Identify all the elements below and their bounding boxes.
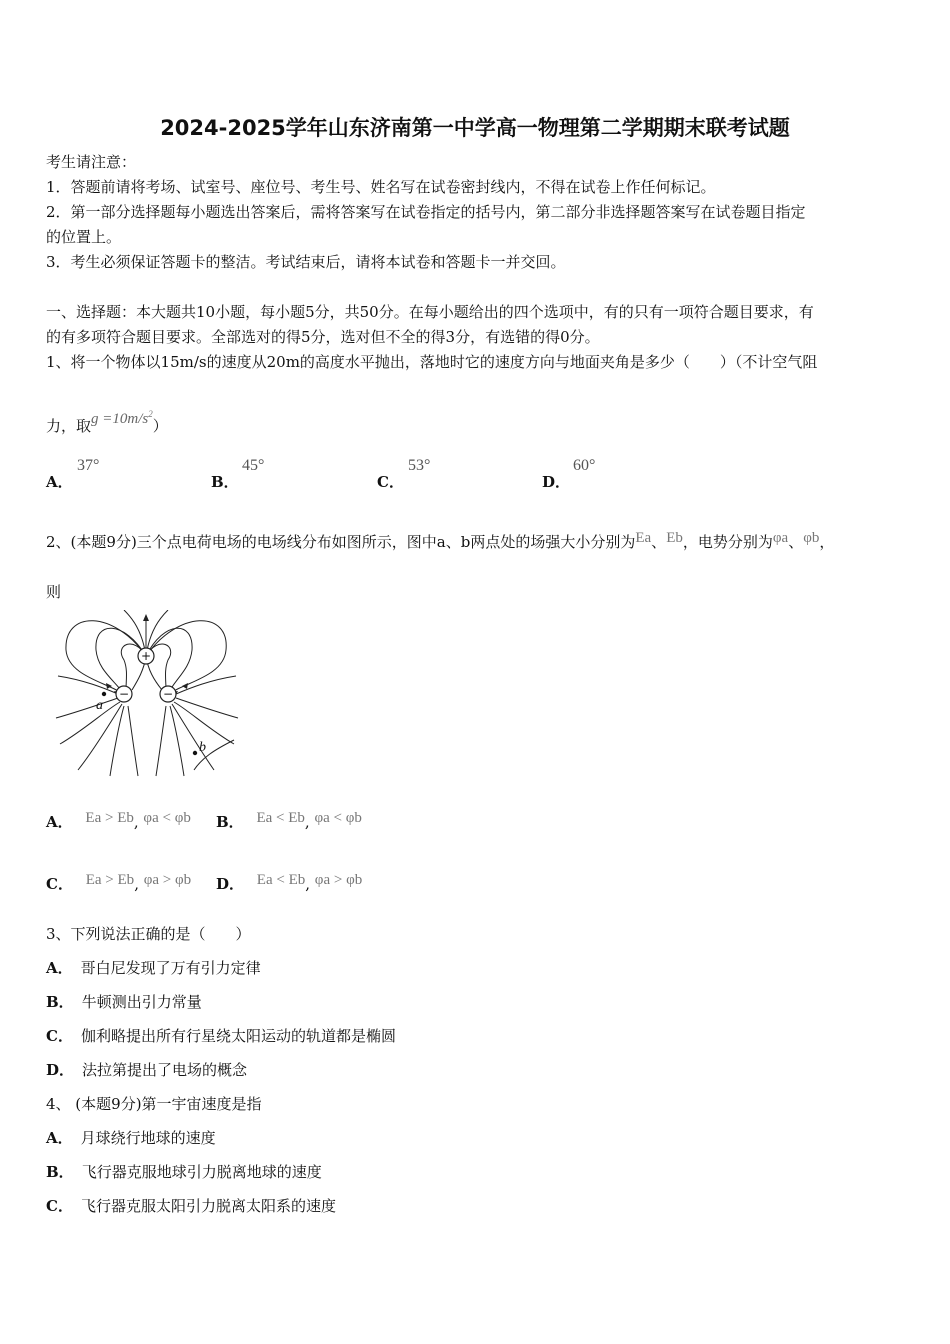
q2-option-c-e: Ea > Eb bbox=[85, 872, 135, 888]
q3-option-a-text: 哥白尼发现了万有引力定律 bbox=[80, 959, 261, 977]
q2-option-b-p: φa < φb bbox=[314, 810, 362, 826]
field-line bbox=[56, 698, 118, 718]
field-line bbox=[156, 706, 166, 776]
q4-option-a[interactable] bbox=[46, 1128, 216, 1148]
q4-option-b-label: B． bbox=[46, 1163, 74, 1181]
electric-field-diagram bbox=[54, 610, 240, 780]
q1-option-a-label: A． bbox=[46, 473, 73, 491]
q3-option-b-label: B． bbox=[46, 993, 74, 1011]
q1-option-c-value: 53° bbox=[408, 457, 431, 474]
q1-option-a-value: 37° bbox=[77, 457, 100, 474]
notice-header: 考生请注意： bbox=[46, 153, 137, 171]
point-a-dot bbox=[102, 692, 106, 696]
q1-stem-pre: 力，取 bbox=[46, 417, 92, 435]
q2-option-b-e: Ea < Eb bbox=[256, 810, 305, 826]
q3-stem: 3、下列说法正确的是（ ） bbox=[46, 925, 251, 943]
q2-option-d-e: Ea < Eb bbox=[256, 872, 306, 888]
plus-sign: + bbox=[140, 649, 152, 663]
page-title: 2024-2025学年山东济南第一中学高一物理第二学期期末联考试题 bbox=[160, 116, 790, 140]
field-line bbox=[128, 706, 138, 776]
q3-option-c[interactable] bbox=[46, 1026, 396, 1046]
q3-option-c-text: 伽利略提出所有行星绕太阳运动的轨道都是椭圆 bbox=[80, 1027, 396, 1045]
field-line bbox=[170, 706, 184, 776]
q1-stem: 1、将一个物体以15m/s的速度从20m的高度水平抛出，落地时它的速度方向与地面夹角是多少（ ）（不计空气阻 bbox=[46, 353, 818, 371]
field-line bbox=[60, 702, 120, 744]
q2-pb: φb bbox=[803, 530, 820, 546]
q2-option-d[interactable]: D． Ea < Eb, φa > φb bbox=[216, 872, 363, 893]
notice-item-3: 3．考生必须保证答题卡的整洁。考试结束后，请将本试卷和答题卡一并交回。 bbox=[46, 253, 566, 271]
q1-option-d[interactable] bbox=[542, 472, 578, 492]
q3-option-a[interactable] bbox=[46, 958, 261, 978]
q4-option-b[interactable] bbox=[46, 1162, 322, 1182]
q2-stem-pre: 2、(本题9分)三个点电荷电场的电场线分布如图所示，图中a、b两点处的场强大小分别为 bbox=[46, 533, 636, 551]
point-a-label: a bbox=[96, 698, 103, 713]
minus-sign-right: − bbox=[162, 687, 174, 701]
field-line bbox=[78, 704, 122, 770]
q4-option-c-text: 飞行器克服太阳引力脱离太阳系的速度 bbox=[80, 1197, 336, 1215]
q2-option-a-p: φa < φb bbox=[143, 810, 191, 826]
point-b-label: b bbox=[199, 740, 206, 755]
q2-option-a[interactable]: A． Ea > Eb, φa < φb bbox=[46, 810, 191, 831]
notice-item-1: 1．答题前请将考场、试室号、座位号、考生号、姓名写在试卷密封线内，不得在试卷上作任何标记。 bbox=[46, 178, 716, 196]
q2-stem-post: ， bbox=[819, 533, 835, 551]
q3-option-d-label: D． bbox=[46, 1061, 75, 1079]
q2-sep1: 、 bbox=[651, 533, 667, 551]
q1-option-b-value: 45° bbox=[242, 457, 265, 474]
q1-option-d-label: D． bbox=[542, 473, 571, 491]
q2-eb: Eb bbox=[666, 530, 683, 546]
section-instruction-2: 的有多项符合题目要求。全部选对的得5分，选对但不全的得3分，有选错的得0分。 bbox=[46, 328, 600, 346]
q1-formula bbox=[91, 411, 153, 427]
q3-option-a-label: A． bbox=[46, 959, 73, 977]
field-line bbox=[174, 702, 234, 744]
q3-option-c-label: C． bbox=[46, 1027, 73, 1045]
field-line bbox=[110, 706, 124, 776]
field-line bbox=[172, 704, 214, 770]
q2-option-d-p: φa > φb bbox=[314, 872, 363, 888]
q1-option-a[interactable] bbox=[46, 472, 81, 492]
q2-option-c-p: φa > φb bbox=[143, 872, 192, 888]
q2-option-c-label: C． bbox=[46, 875, 73, 893]
q2-stem bbox=[46, 532, 834, 553]
q2-stem-cont: 则 bbox=[46, 583, 62, 601]
q1-option-b-label: B． bbox=[211, 473, 239, 491]
q1-stem-cont bbox=[46, 409, 168, 437]
q4-option-c[interactable] bbox=[46, 1196, 336, 1216]
minus-sign-left: − bbox=[118, 687, 130, 701]
q2-ea: Ea bbox=[635, 530, 652, 546]
notice-item-2: 2．第一部分选择题每小题选出答案后，需将答案写在试卷指定的括号内，第二部分非选择题答案写在试卷题目指定 bbox=[46, 203, 806, 221]
q4-option-b-text: 飞行器克服地球引力脱离地球的速度 bbox=[81, 1163, 322, 1181]
q3-option-b[interactable] bbox=[46, 992, 202, 1012]
field-line bbox=[176, 698, 238, 718]
q3-option-d[interactable] bbox=[46, 1060, 247, 1080]
q1-option-b[interactable] bbox=[211, 472, 247, 492]
q1-formula-text: g =10m/s bbox=[91, 411, 149, 427]
q3-option-d-text: 法拉第提出了电场的概念 bbox=[82, 1061, 248, 1079]
q2-pa: φa bbox=[772, 530, 789, 546]
q4-option-c-label: C． bbox=[46, 1197, 73, 1215]
section-instruction-1: 一、选择题：本大题共10小题，每小题5分，共50分。在每小题给出的四个选项中，有的只有一项符合题目要求，有 bbox=[46, 303, 814, 321]
q2-option-d-label: D． bbox=[216, 875, 245, 893]
q1-option-c-label: C． bbox=[377, 473, 404, 491]
q1-option-d-value: 60° bbox=[573, 457, 596, 474]
q4-option-a-text: 月球绕行地球的速度 bbox=[80, 1129, 216, 1147]
q2-sep2: 、 bbox=[788, 533, 804, 551]
q1-formula-sup: 2 bbox=[148, 409, 153, 419]
q2-option-b-label: B． bbox=[216, 813, 244, 831]
q4-stem: 4、 (本题9分)第一宇宙速度是指 bbox=[46, 1095, 262, 1113]
q1-stem-post: ） bbox=[152, 417, 168, 435]
q4-option-a-label: A． bbox=[46, 1129, 73, 1147]
q2-option-a-label: A． bbox=[46, 813, 73, 831]
q1-option-c[interactable] bbox=[377, 472, 412, 492]
q2-option-a-e: Ea > Eb bbox=[85, 810, 134, 826]
q2-option-b[interactable]: B． Ea < Eb, φa < φb bbox=[216, 810, 362, 831]
point-b-dot bbox=[193, 751, 197, 755]
q3-option-b-text: 牛顿测出引力常量 bbox=[81, 993, 202, 1011]
q2-stem-mid: ，电势分别为 bbox=[682, 533, 773, 551]
field-line bbox=[66, 621, 146, 692]
notice-item-2-cont: 的位置上。 bbox=[46, 228, 122, 246]
q2-option-c[interactable]: C． Ea > Eb, φa > φb bbox=[46, 872, 192, 893]
